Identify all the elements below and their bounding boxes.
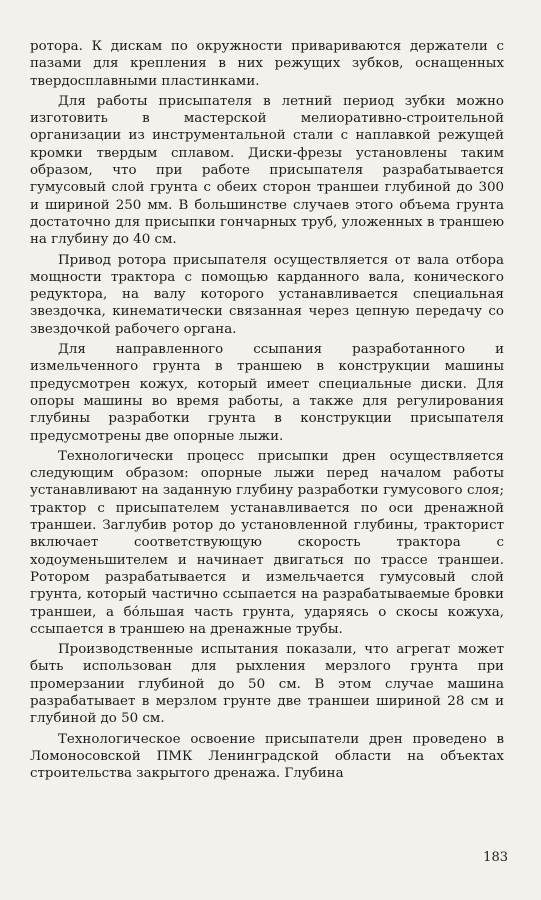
paragraph-1: ротора. К дискам по окружности привариваются держатели с пазами для крепления в них режущих зубков, оснащенных твердосплавными пластинками. bbox=[30, 39, 504, 89]
paragraph-5: Технологически процесс присыпки дрен осуществляется следующим образом: опорные лыжи перед началом работы устанавливают на заданную глубину разработки гумусового слоя; трактор с присыпателем устанавливается по оси дренажной траншеи. Заглубив ротор до установленной глубины, тракторист включает соответствующую скорость трактора с ходоуменьшителем и начинает двигаться по трассе траншеи. Ротором разрабатывается и измельчается гумусовый слой грунта, который частично ссыпается на разрабатываемые бровки траншеи, а бо́льшая часть грунта, ударяясь о скосы кожуха, ссыпается в траншею на дренажные трубы. bbox=[30, 448, 504, 637]
page-number: 183 bbox=[483, 850, 508, 865]
paragraph-6: Производственные испытания показали, что агрегат может быть использован для рыхления мерзлого грунта при промерзании глубиной до 50 см. В этом случае машина разрабатывает в мерзлом грунте две траншеи шириной 28 см и глубиной до 50 см. bbox=[30, 642, 504, 727]
paragraph-7: Технологическое освоение присыпатели дрен проведено в Ломоносовской ПМК Ленинградской области на объектах строительства закрытого дренажа. Глубина bbox=[30, 731, 504, 782]
page-text bbox=[30, 38, 504, 785]
paragraph-2: Для работы присыпателя в летний период зубки можно изготовить в мастерской мелиоративно-строительной организации из инструментальной стали с наплавкой режущей кромки твердым сплавом. Диски-фрезы установлены таким образом, что при работе присыпателя разрабатывается гумусовый слой грунта с обеих сторон траншеи глубиной до 300 и шириной 250 мм. В большинстве случаев этого объема грунта достаточно для присыпки гончарных труб, уложенных в траншею на глубину до 40 см. bbox=[30, 93, 504, 248]
paragraph-4: Для направленного ссыпания разработанного и измельченного грунта в траншею в конструкции машины предусмотрен кожух, который имеет специальные диски. Для опоры машины во время работы, а также для регулирования глубины разработки грунта в конструкции присыпателя предусмотрены две опорные лыжи. bbox=[30, 342, 504, 444]
paragraph-3: Привод ротора присыпателя осуществляется от вала отбора мощности трактора с помощью карданного вала, конического редуктора, на валу которого устанавливается специальная звездочка, кинематически связанная через цепную передачу со звездочкой рабочего органа. bbox=[30, 252, 504, 337]
